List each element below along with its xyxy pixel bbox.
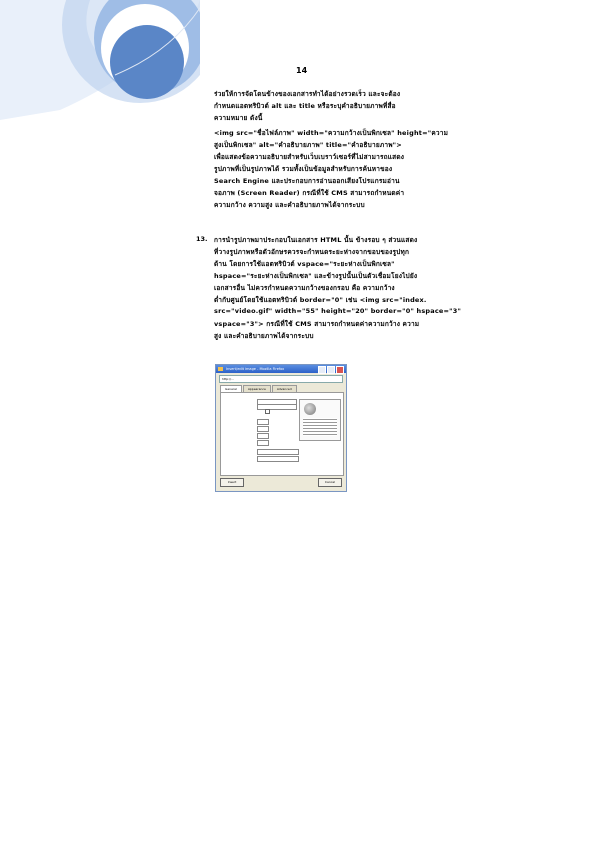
dialog-screenshot: [215, 364, 347, 492]
maximize-icon: [327, 366, 335, 374]
dialog-tabs: [220, 385, 342, 392]
minimize-icon: [318, 366, 326, 374]
field-2: [257, 404, 297, 410]
text-line: สูงเป็นพิกเซล" alt="คำอธิบายภาพ" title="คำอธิบายภาพ">: [214, 141, 402, 149]
dialog-title: Insert/edit image - Mozilla Firefox: [226, 367, 285, 371]
text-line: src="video.gif" width="55" height="20" border="0" hspace="3": [214, 307, 462, 315]
field-6: [257, 440, 269, 446]
close-icon: [336, 366, 344, 374]
text-line: จอภาพ (Screen Reader) กรณีที่ใช้ CMS สามารถกำหนดค่า: [214, 189, 405, 197]
text-line: ต่ำกับศูนย์โดยใช้แอตทริบิวต์ border="0" เช่น <img src="index.: [214, 296, 427, 304]
tab-appearance: Appearance: [243, 385, 271, 392]
text-line: ด้าน โดยการใช้แอตทริบิวต์ vspace="ระยะห่างเป็นพิกเซล": [214, 260, 395, 268]
text-line: สูง และคำอธิบายภาพได้จากระบบ: [214, 332, 314, 340]
app-icon: [218, 367, 223, 371]
field-3: [257, 419, 269, 425]
image-preview: [299, 399, 341, 441]
preview-text: [303, 418, 337, 436]
dialog-titlebar: [216, 365, 346, 373]
text-line: ความหมาย ดังนี้: [214, 114, 263, 122]
field-8: [257, 456, 299, 462]
field-4: [257, 426, 269, 432]
corner-decoration: [0, 0, 200, 120]
text-line: Search Engine และประกอบการอ่านออกเสียงโปรแกรมอ่าน: [214, 177, 400, 185]
tab-advanced: Advanced: [272, 385, 297, 392]
text-line: รูปภาพที่เป็นรูปภาพได้ รวมทั้งเป็นข้อมูลสำหรับการค้นหาของ: [214, 165, 393, 173]
field-7: [257, 449, 299, 455]
preview-image: [304, 403, 316, 415]
text-line: เอกสารอื่น ไม่ควรกำหนดความกว้างของกรอบ คือ ความกว้าง: [214, 284, 395, 292]
text-line: กำหนดแอตทริบิวต์ alt และ title หรือระบุคำอธิบายภาพที่สื่อ: [214, 102, 396, 110]
text-line: ร่วยให้การจัดโดนข้างของเอกสารทำได้อย่างรวดเร็ว และจะต้อง: [214, 90, 401, 98]
tab-general: General: [220, 385, 242, 392]
dialog-panel: [220, 392, 344, 476]
checkbox: [265, 409, 270, 414]
field-5: [257, 433, 269, 439]
item-number: 13.: [196, 235, 208, 243]
page-number: 14: [296, 66, 308, 75]
text-line: ความกว้าง ความสูง และคำอธิบายภาพได้จากระบบ: [214, 201, 365, 209]
text-line: ที่วางรูปภาพหรือตัวอักษรควรจะกำหนดระยะห่างจากขอบของรูปทุก: [214, 248, 410, 256]
text-line: vspace="3"> กรณีที่ใช้ CMS สามารถกำหนดค่าความกว้าง ความ: [214, 320, 420, 328]
text-line: <img src="ชื่อไฟล์ภาพ" width="ความกว้างเป็นพิกเซล" height="ความ: [214, 129, 449, 137]
insert-button: Insert: [220, 478, 244, 487]
url-bar: http://...: [219, 375, 343, 383]
text-line: เพื่อแสดงข้อความอธิบายสำหรับเว็บเบราว์เซอร์ที่ไม่สามารถแสดง: [214, 153, 405, 161]
text-line: hspace="ระยะห่างเป็นพิกเซล" และข้างรูปนั้นเป็นตัวเชื่อมโยงไปยัง: [214, 272, 418, 280]
cancel-button: Cancel: [318, 478, 342, 487]
text-line: การนำรูปภาพมาประกอบในเอกสาร HTML นั้น ข้างรอบ ๆ ส่วนแสดง: [214, 236, 418, 244]
